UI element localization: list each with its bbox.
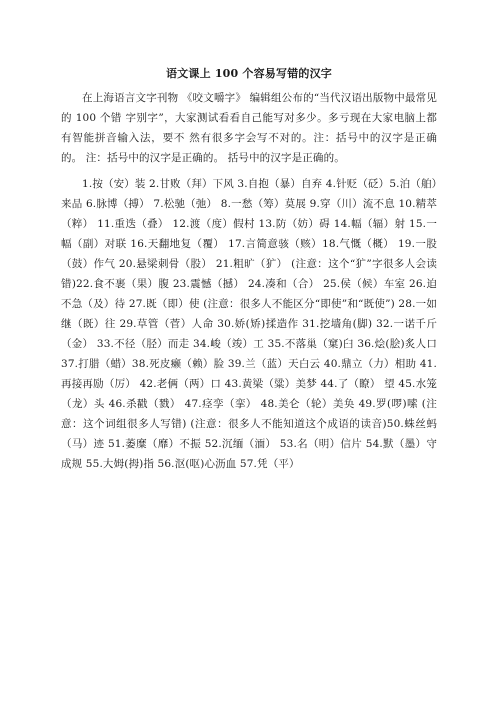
intro-paragraph: 在上海语言文字刊物 《咬文嚼字》 编辑组公布的“当代汉语出版物中最常见的 100 个错 字别字”，大家测试看看自己能写对多少。多亏现在大家电脑上都有智能拼音输入法，要不 然有很多字会写不对的。注：括号中的汉字是正确的。 注：括号中的汉字是正确的。 括号中的汉字是正确的。 <box>61 92 437 164</box>
word-list-paragraph: 1.按（安）装 2.甘败（拜）下风 3.自抱（暴）自弃 4.针贬（砭）5.泊（舶）来品 6.脉博（搏） 7.松驰（弛） 8.一愁（筹）莫展 9.穿（川）流不息 10.精萃（粹） 11.重迭（叠） 12.渡（度）假村 13.防（妨）碍 14.幅（辐）射 15.一幅（副）对联 16.天翻地复（覆） 17.言简意骇（赅）18.气慨（概） 19.一股（鼓）作气 20.悬梁刺骨（股） 21.粗旷（犷） (注意：这个“犷”字很多人会读错)22.食不裹（果）腹 23.震憾（撼） 24.凑和（合） 25.侯（候）车室 26.迫不急（及）待 27.既（即）使 (注意：很多人不能区分“即使”和“既使”) 28.一如继（既）往 29.草管（菅）人命 30.娇(矫)揉造作 31.挖墙角(脚) 32.一诺千斤（金） 33.不径（胫）而走 34.峻（竣）工 35.不落巢（窠)臼 36.烩(脍)炙人口 37.打腊（蜡）38.死皮癞（赖）脸 39.兰（蓝）天白云 40.鼎立（力）相助 41.再接再励（厉） 42.老俩（两）口 43.黄梁（粱）美梦 44.了（瞭） 望 45.水笼（龙）头 46.杀戳（戮） 47.痉孪（挛） 48.美仑（轮）美奂 49.罗(啰)嗦 (注意：这个词组很多人写错) (注意：很多人不能知道这个成语的读音)50.蛛丝蚂（马）迹 51.萎糜（靡）不振 52.沉缅（湎） 53.名（明）信片 54.默（墨）守成规 55.大姆(拇)指 56.沤(呕)心沥血 57.凭（平） <box>61 178 438 470</box>
document-title: 语文课上 100 个容易写错的汉字 <box>165 67 333 80</box>
document-page <box>61 66 437 474</box>
